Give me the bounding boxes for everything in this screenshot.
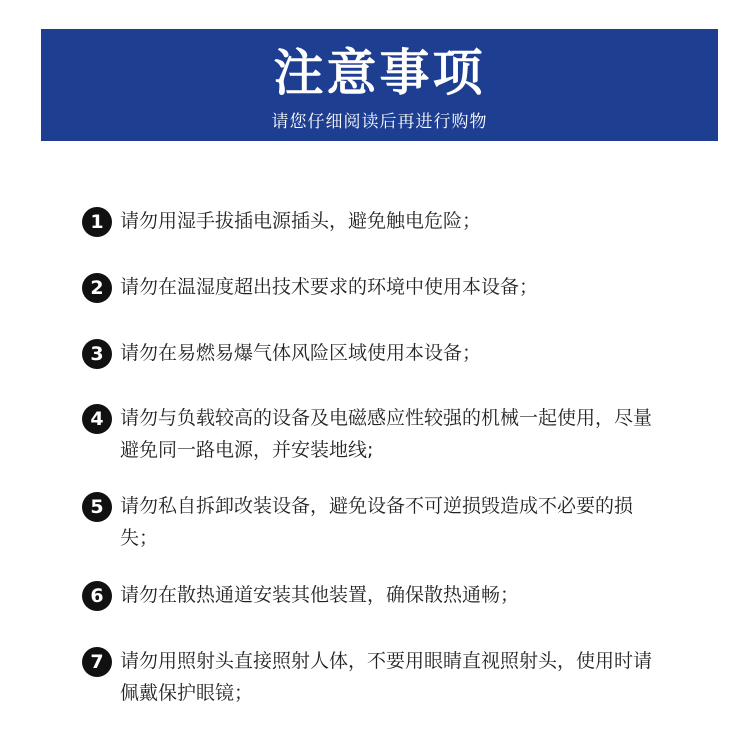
number-badge: 3 [82, 339, 112, 369]
page-subtitle: 请您仔细阅读后再进行购物 [271, 112, 488, 132]
notice-item [82, 582, 662, 611]
notice-text: 请勿用照射头直接照射人体，不要用眼睛直视照射头，使用时请佩戴保护眼镜； [120, 650, 653, 704]
number-badge: 6 [82, 581, 112, 611]
notice-text: 请勿私自拆卸改装设备，避免设备不可逆损毁造成不必要的损失； [120, 495, 634, 549]
notice-item [82, 340, 662, 369]
number-badge: 2 [82, 273, 112, 303]
notice-item [82, 493, 662, 554]
number-badge: 7 [82, 647, 112, 677]
number-badge: 1 [82, 207, 112, 237]
notice-text: 请勿用湿手拔插电源插头，避免触电危险； [120, 210, 482, 232]
number-badge: 5 [82, 492, 112, 522]
notice-item [82, 274, 662, 303]
notice-text: 请勿与负载较高的设备及电磁感应性较强的机械一起使用，尽量避免同一路电源，并安装地线; [120, 407, 653, 461]
notice-item [82, 208, 662, 237]
header-banner [41, 29, 718, 141]
page-title: 注意事项 [273, 44, 486, 102]
notice-text: 请勿在温湿度超出技术要求的环境中使用本设备； [120, 276, 539, 298]
notice-item [82, 405, 662, 466]
number-badge: 4 [82, 404, 112, 434]
notice-text: 请勿在散热通道安装其他装置，确保散热通畅； [120, 584, 520, 606]
notice-item [82, 648, 662, 709]
notice-text: 请勿在易燃易爆气体风险区域使用本设备； [120, 342, 482, 364]
